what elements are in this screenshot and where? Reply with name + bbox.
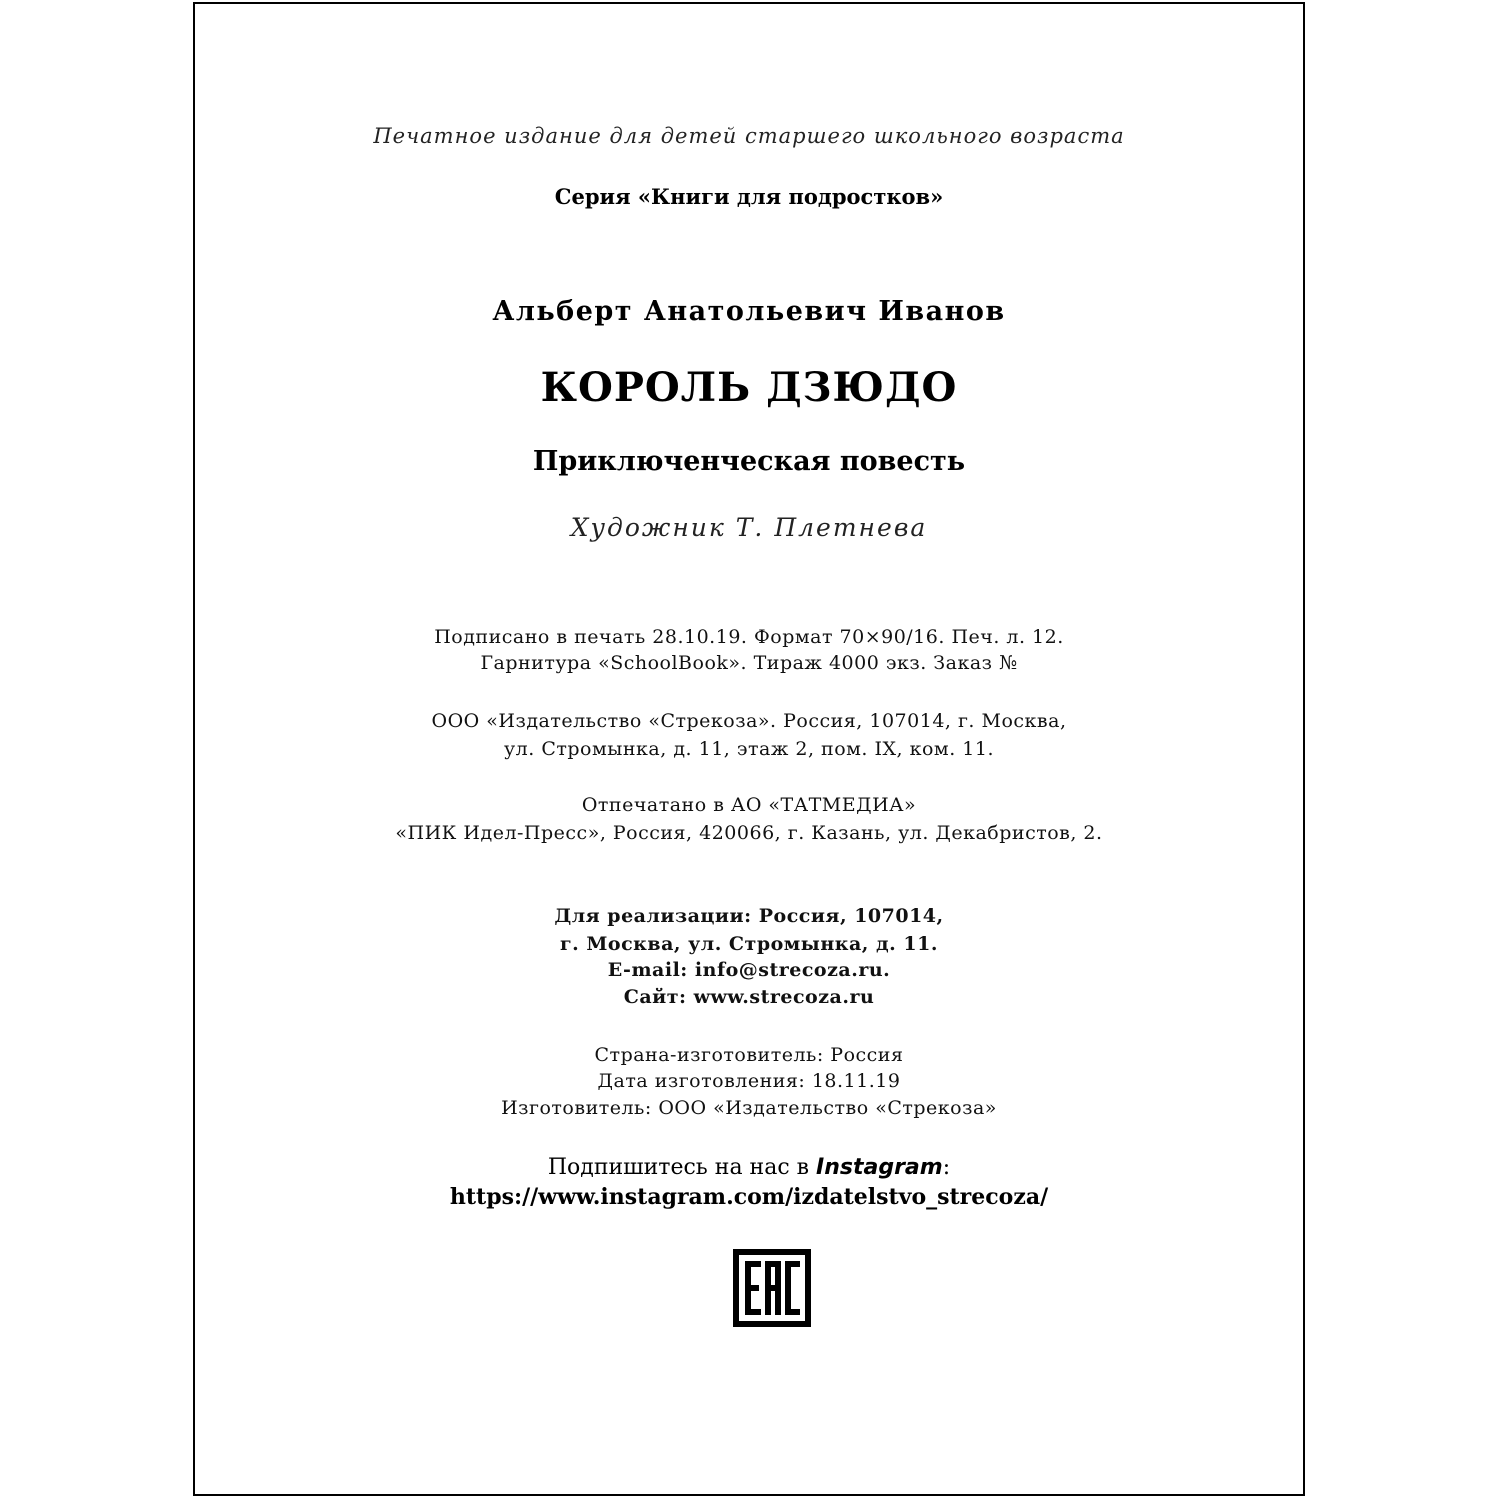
print-details-line-2: Гарнитура «SchoolBook». Тираж 4000 экз. Заказ № — [480, 652, 1018, 674]
series-title: Серия «Книги для подростков» — [554, 184, 944, 209]
audience-note: Печатное издание для детей старшего школьного возраста — [373, 124, 1125, 148]
artist-credit: Художник Т. Плетнева — [570, 513, 928, 542]
sales-website: Сайт: www.strecoza.ru — [623, 986, 875, 1008]
book-title: КОРОЛЬ ДЗЮДО — [540, 364, 958, 411]
sales-address-line-2: г. Москва, ул. Стромынка, д. 11. — [560, 933, 938, 955]
social-prompt — [195, 1157, 1303, 1179]
instagram-url: https://www.instagram.com/izdatelstvo_strecoza/ — [449, 1184, 1049, 1210]
printer-line-2: «ПИК Идел-Пресс», Россия, 420066, г. Казань, ул. Декабристов, 2. — [395, 822, 1103, 844]
book-subtitle: Приключенческая повесть — [532, 446, 966, 477]
print-details-line-1: Подписано в печать 28.10.19. Формат 70×90/16. Печ. л. 12. — [434, 626, 1064, 648]
book-imprint-page — [193, 2, 1305, 1496]
sales-address-line-1: Для реализации: Россия, 107014, — [554, 905, 944, 927]
eac-mark-icon — [733, 1249, 811, 1327]
author-name: Альберт Анатольевич Иванов — [492, 296, 1006, 327]
publisher-address-line-2: ул. Стромынка, д. 11, этаж 2, пом. IX, ком. 11. — [504, 738, 994, 760]
sales-email: E-mail: info@strecoza.ru. — [607, 959, 891, 981]
instagram-brand: Instagram — [816, 1155, 943, 1180]
social-colon: : — [942, 1155, 951, 1180]
manufacturer-name: Изготовитель: ООО «Издательство «Стрекоза» — [501, 1097, 997, 1119]
manufacturer-country: Страна-изготовитель: Россия — [594, 1044, 904, 1066]
printer-line-1: Отпечатано в АО «ТАТМЕДИА» — [581, 794, 917, 816]
publisher-address-line-1: ООО «Издательство «Стрекоза». Россия, 107014, г. Москва, — [431, 710, 1067, 732]
manufacture-date: Дата изготовления: 18.11.19 — [597, 1070, 901, 1092]
social-prompt-text: Подпишитесь на нас в — [547, 1155, 810, 1180]
